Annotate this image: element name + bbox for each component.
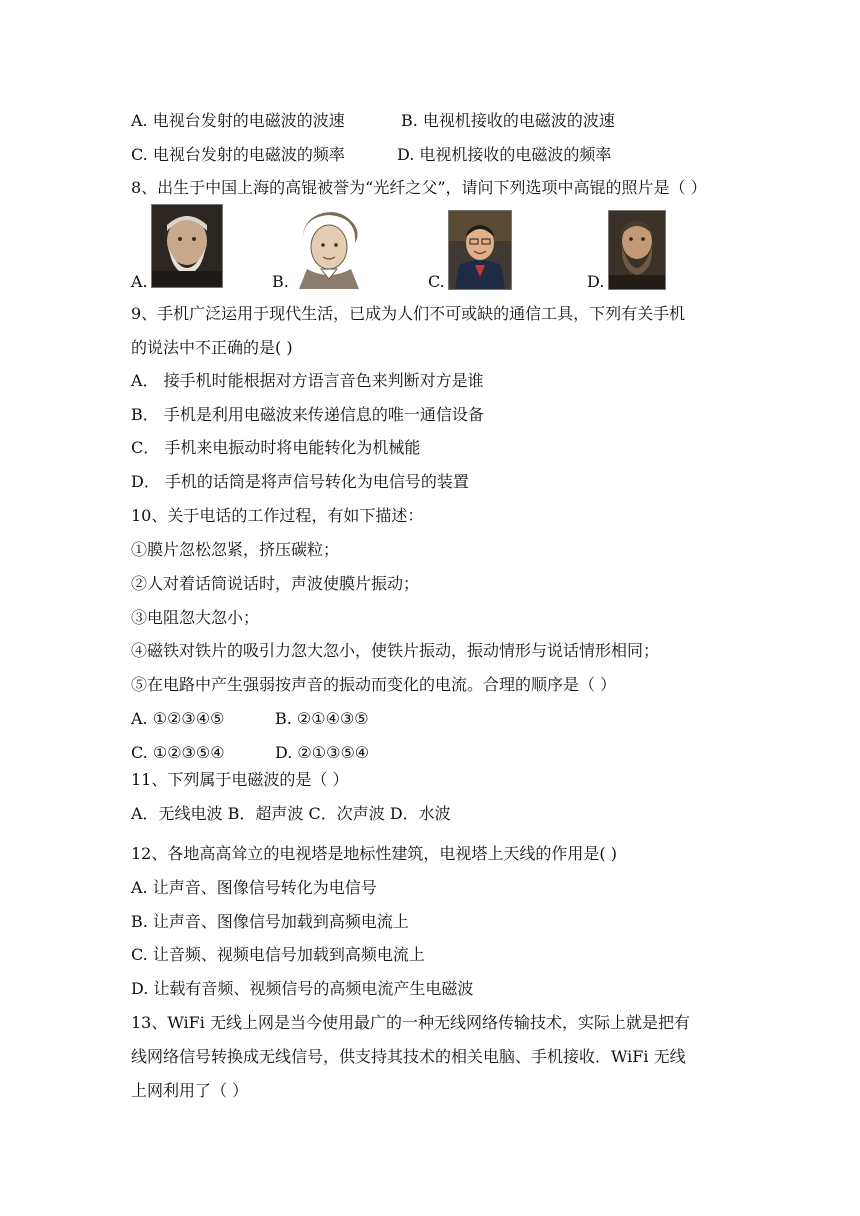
q8-stem: 8、出生于中国上海的高锟被誉为“光纤之父”，请问下列选项中高锟的照片是（ ） (131, 178, 707, 197)
q11-options: A．无线电波 B．超声波 C．次声波 D．水波 (131, 804, 451, 823)
portrait-d-icon (609, 211, 665, 289)
q11-stem: 11、下列属于电磁波的是（ ） (131, 770, 349, 789)
q7-option-b: B. 电视机接收的电磁波的波速 (401, 111, 615, 130)
portrait-d-image (608, 210, 666, 290)
portrait-b-image (292, 208, 366, 290)
q9-option-c: C． 手机来电振动时将电能转化为机械能 (131, 438, 421, 457)
q9-stem-line2: 的说法中不正确的是( ) (131, 338, 293, 357)
q7-option-a: A. 电视台发射的电磁波的波速 (131, 111, 345, 130)
q8-label-c: C. (428, 272, 445, 291)
q9-option-a: A． 接手机时能根据对方语言音色来判断对方是谁 (131, 371, 484, 390)
portrait-a-image (151, 204, 223, 288)
q13-line1: 13、WiFi 无线上网是当今使用最广的一种无线网络传输技术，实际上就是把有 (131, 1013, 690, 1032)
q13-line2: 线网络信号转换成无线信号，供支持其技术的相关电脑、手机接收．WiFi 无线 (131, 1047, 686, 1066)
q13-line3: 上网利用了（ ） (131, 1081, 249, 1100)
q9-option-b: B． 手机是利用电磁波来传递信息的唯一通信设备 (131, 405, 484, 424)
q10-option-d: D. ②①③⑤④ (275, 743, 370, 762)
q8-photo-options (131, 204, 731, 292)
portrait-c-image (448, 210, 512, 290)
q10-step-5: ⑤在电路中产生强弱按声音的振动而变化的电流。合理的顺序是（ ） (131, 675, 617, 694)
portrait-b-icon (293, 209, 365, 289)
q9-stem-line1: 9、手机广泛运用于现代生活，已成为人们不可或缺的通信工具，下列有关手机 (131, 304, 686, 323)
q9-option-d: D． 手机的话筒是将声信号转化为电信号的装置 (131, 472, 469, 491)
q10-step-3: ③电阻忽大忽小； (131, 608, 260, 627)
q10-step-4: ④磁铁对铁片的吸引力忽大忽小，使铁片振动，振动情形与说话情形相同； (131, 641, 660, 660)
portrait-a-icon (152, 205, 222, 287)
q12-option-b: B. 让声音、图像信号加载到高频电流上 (131, 912, 409, 931)
q7-option-c: C. 电视台发射的电磁波的频率 (131, 145, 345, 164)
q10-step-1: ①膜片忽松忽紧，挤压碳粒； (131, 540, 340, 559)
q8-label-a: A. (131, 272, 148, 291)
q8-label-b: B. (272, 272, 289, 291)
q10-stem: 10、关于电话的工作过程，有如下描述： (131, 506, 424, 525)
q12-option-c: C. 让音频、视频电信号加载到高频电流上 (131, 945, 425, 964)
q7-option-d: D. 电视机接收的电磁波的频率 (397, 145, 612, 164)
q8-label-d: D. (587, 272, 605, 291)
q12-option-d: D. 让载有音频、视频信号的高频电流产生电磁波 (131, 979, 474, 998)
q10-option-a: A. ①②③④⑤ (131, 709, 225, 728)
q10-option-b: B. ②①④③⑤ (275, 709, 369, 728)
q10-option-c: C. ①②③⑤④ (131, 743, 225, 762)
q12-option-a: A. 让声音、图像信号转化为电信号 (131, 878, 377, 897)
portrait-c-icon (449, 211, 511, 289)
q10-step-2: ②人对着话筒说话时，声波使膜片振动； (131, 574, 420, 593)
q12-stem: 12、各地高高耸立的电视塔是地标性建筑，电视塔上天线的作用是( ) (131, 844, 617, 863)
